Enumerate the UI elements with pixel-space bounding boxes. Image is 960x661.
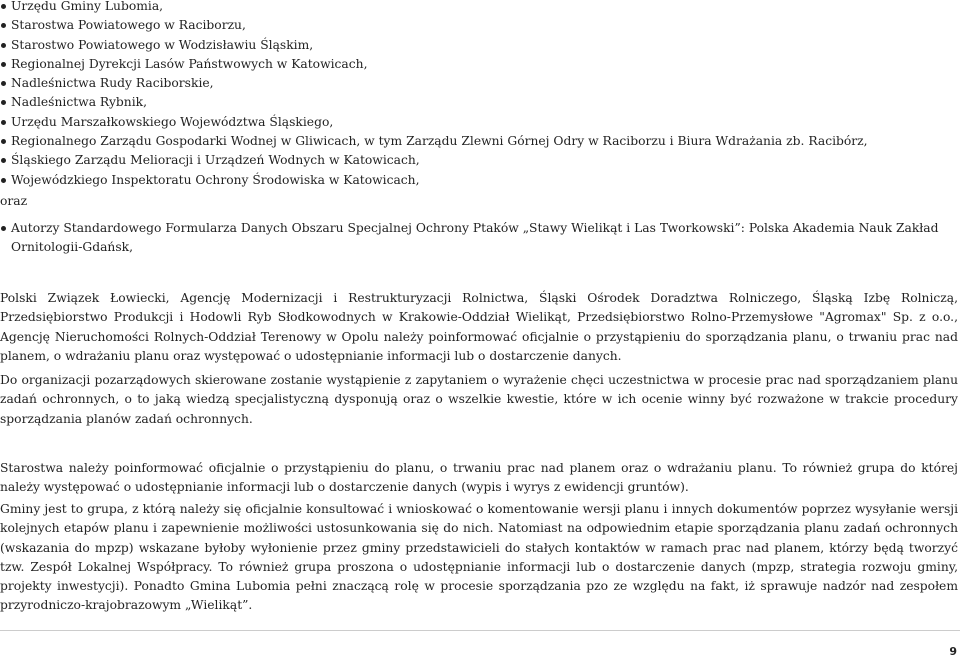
institution-list xyxy=(0,0,956,190)
list-item: Nadleśnictwa Rybnik, xyxy=(0,93,956,112)
oraz-label: oraz xyxy=(0,194,28,208)
list-item: Urzędu Marszałkowskiego Województwa Śląskiego, xyxy=(0,113,956,132)
list-item: Starostwo Powiatowego w Wodzisławiu Śląskim, xyxy=(0,36,956,55)
list-item: Regionalnego Zarządu Gospodarki Wodnej w Gliwicach, w tym Zarządu Zlewni Górnej Odry w Raciborzu i Biura Wdrażania zb. Racibórz, xyxy=(0,132,956,151)
paragraph-ngo: Do organizacji pozarządowych skierowane zostanie wystąpienie z zapytaniem o wyrażenie chęci uczestnictwa w procesie prac nad sporządzaniem planu zadań ochronnych, o to jaką wiedzą specjalistyczną dysponują oraz o wszelkie kwestie, które w ich ocenie winny być rozważone w trakcie procedury sporządzania planów zadań ochronnych. xyxy=(0,373,958,426)
footer-divider xyxy=(0,630,960,631)
list-item: Wojewódzkiego Inspektoratu Ochrony Środowiska w Katowicach, xyxy=(0,171,956,190)
paragraph-gminy: Gminy jest to grupa, z którą należy się oficjalnie konsultować i wnioskować o komentowanie wersji planu i innych dokumentów poprzez wysyłanie wersji kolejnych etapów planu i zapewnienie możliwości ustosunkowania się do nich. Natomiast na odpowiednim etapie sporządzania planu zadań ochronnych (wskazania do mpzp) wskazane byłoby wyłonienie przez gminy przedstawicieli do stałych kontaktów w ramach prac nad planem, którzy będą tworzyć tzw. Zespół Lokalnej Współpracy. To również grupa proszona o udostępnianie informacji lub o dostarczenie danych (mpzp, strategia rozwoju gminy, projekty inwestycji). Ponadto Gmina Lubomia pełni znaczącą rolę w procesie sporządzania pzo ze względu na fakt, iż sprawuje nadzór nad zespołem przyrodniczo-krajobrazowym „Wielikąt”. xyxy=(0,502,958,613)
paragraph-institutions: Polski Związek Łowiecki, Agencję Modernizacji i Restrukturyzacji Rolnictwa, Śląski Ośrodek Doradztwa Rolniczego, Śląską Izbę Rolniczą, Przedsiębiorstwo Produkcji i Hodowli Ryb Słodkowodnych w Krakowie-Oddział Wielikąt, Przedsiębiorstwo Rolno-Przemysłowe "Agromax" Sp. z o.o., Agencję Nieruchomości Rolnych-Oddział Terenowy w Opolu należy poinformować oficjalnie o przystąpieniu do sporządzania planu, o trwaniu prac nad planem, o wdrażaniu planu oraz występować o udostępnianie informacji lub o dostarczenie danych. xyxy=(0,291,958,363)
list-item: Nadleśnictwa Rudy Raciborskie, xyxy=(0,74,956,93)
list-item: Autorzy Standardowego Formularza Danych Obszaru Specjalnej Ochrony Ptaków „Stawy Wielikąt i Las Tworkowski”: Polska Akademia Nauk Zakład Ornitologii-Gdańsk, xyxy=(0,219,956,258)
list-item: Urzędu Gminy Lubomia, xyxy=(0,0,956,16)
authors-list xyxy=(0,219,956,258)
list-item: Starostwa Powiatowego w Raciborzu, xyxy=(0,16,956,35)
list-item: Regionalnej Dyrekcji Lasów Państwowych w Katowicach, xyxy=(0,55,956,74)
page-number: 9 xyxy=(949,645,957,658)
list-item: Śląskiego Zarządu Melioracji i Urządzeń Wodnych w Katowicach, xyxy=(0,151,956,170)
paragraph-starostwa: Starostwa należy poinformować oficjalnie o przystąpieniu do planu, o trwaniu prac nad planem oraz o wdrażaniu planu. To również grupa do której należy występować o udostępnianie informacji lub o dostarczenie danych (wypis i wyrys z ewidencji gruntów). xyxy=(0,461,958,495)
